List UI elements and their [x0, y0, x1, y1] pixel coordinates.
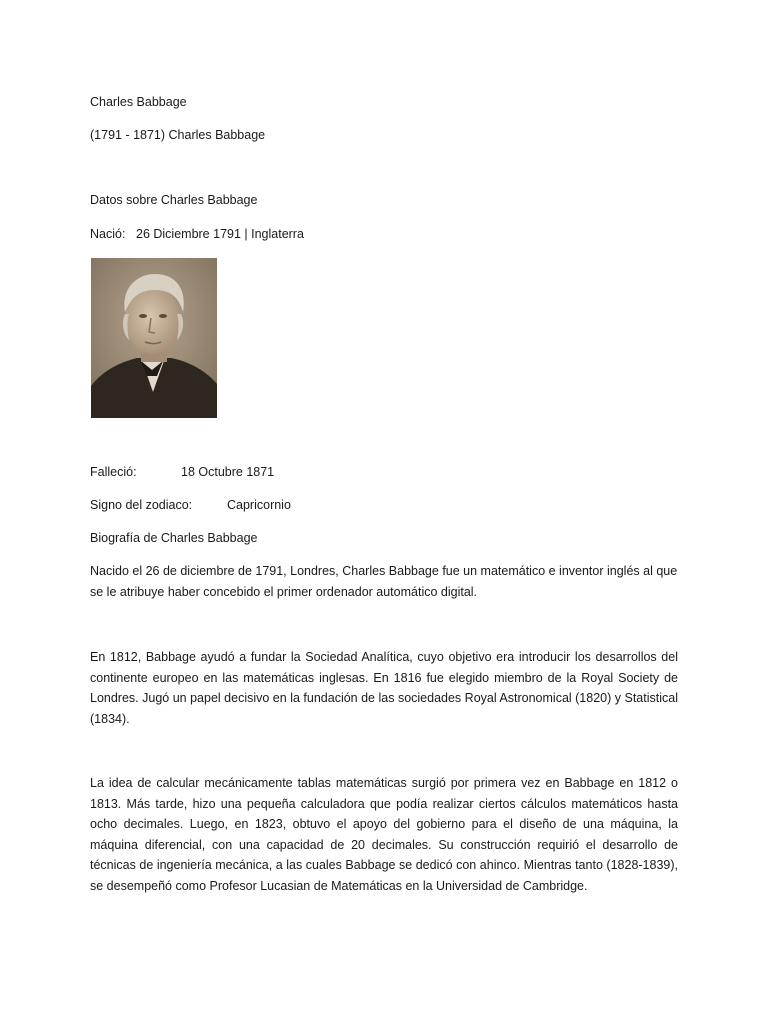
zodiac-row [90, 497, 490, 513]
died-label: Falleció: [90, 465, 137, 479]
died-value: 18 Octubre 1871 [181, 465, 275, 479]
died-row [90, 464, 490, 480]
facts-heading: Datos sobre Charles Babbage [90, 193, 258, 207]
bio-paragraph-1: Nacido el 26 de diciembre de 1791, Londres, Charles Babbage fue un matemático e inventor inglés al que se le atribuye haber concebido el primer ordenador automático digital. [90, 564, 678, 599]
zodiac-value: Capricornio [227, 498, 291, 512]
bio-paragraph-3: La idea de calcular mecánicamente tablas matemáticas surgió por primera vez en Babbage en 1812 o 1813. Más tarde, hizo una pequeña calculadora que podía realizar ciertos cálculos matemáticos hasta ocho decimales. Luego, en 1823, obtuvo el apoyo del gobierno para el diseño de una máquina, la máquina diferencial, con una capacidad de 20 decimales. Su construcción requirió el desarrollo de técnicas de ingeniería mecánica, a las cuales Babbage se dedicó con ahinco. Mientras tanto (1828-1839), se desempeñó como Profesor Lucasian de Matemáticas en la Universidad de Cambridge. [90, 776, 678, 893]
doc-subtitle: (1791 - 1871) Charles Babbage [90, 128, 266, 142]
charles-babbage-portrait [91, 258, 217, 418]
doc-title: Charles Babbage [90, 95, 187, 109]
born-label: Nació: [90, 227, 126, 241]
bio-paragraph-2: En 1812, Babbage ayudó a fundar la Sociedad Analítica, cuyo objetivo era introducir los desarrollos del continente europeo en las matemáticas inglesas. En 1816 fue elegido miembro de la Royal Society de Londres. Jugó un papel decisivo en la fundación de las sociedades Royal Astronomical (1820) y Statistical (1834). [90, 650, 678, 726]
born-value: 26 Diciembre 1791 | Inglaterra [136, 227, 304, 241]
zodiac-label: Signo del zodiaco: [90, 498, 193, 512]
born-row [90, 226, 490, 242]
bio-heading: Biografía de Charles Babbage [90, 531, 258, 545]
